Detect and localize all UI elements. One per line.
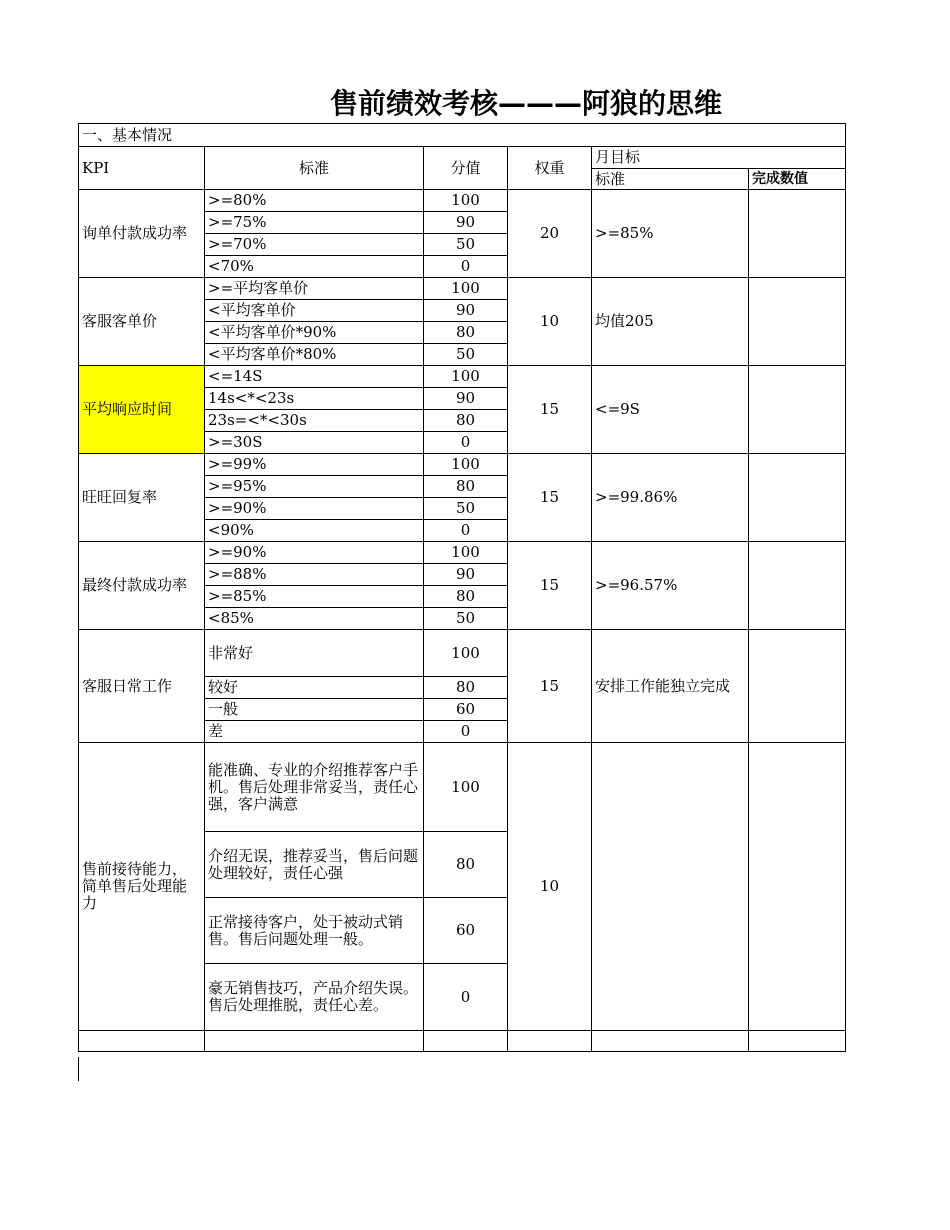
kpi-table: [78, 123, 846, 1052]
target-cell: >=96.57%: [592, 542, 749, 630]
standard-cell: <=14S: [205, 366, 424, 388]
score-cell: 90: [424, 388, 508, 410]
header-weight: 权重: [508, 147, 592, 190]
score-cell: 0: [424, 432, 508, 454]
weight-cell: 15: [508, 542, 592, 630]
standard-cell: >=70%: [205, 234, 424, 256]
kpi-name: 客服客单价: [79, 278, 205, 366]
weight-cell: 10: [508, 278, 592, 366]
standard-cell: >=75%: [205, 212, 424, 234]
standard-cell: >=90%: [205, 542, 424, 564]
score-cell: 90: [424, 300, 508, 322]
score-cell: 100: [424, 542, 508, 564]
score-cell: 50: [424, 608, 508, 630]
empty-cell: [79, 1031, 205, 1052]
score-cell: 80: [424, 476, 508, 498]
empty-cell: [592, 1031, 749, 1052]
standard-cell: >=90%: [205, 498, 424, 520]
score-cell: 100: [424, 454, 508, 476]
completion-cell: [749, 366, 846, 454]
standard-cell: <90%: [205, 520, 424, 542]
score-cell: 90: [424, 564, 508, 586]
empty-cell: [508, 1031, 592, 1052]
score-cell: 100: [424, 366, 508, 388]
header-monthly-target: 月目标: [592, 147, 749, 169]
weight-cell: 15: [508, 454, 592, 542]
empty-cell: [205, 1031, 424, 1052]
score-cell: 80: [424, 322, 508, 344]
standard-cell: 正常接待客户，处于被动式销售。售后问题处理一般。: [205, 898, 424, 964]
standard-cell: >=80%: [205, 190, 424, 212]
kpi-name: 平均响应时间: [79, 366, 205, 454]
standard-cell: 介绍无误，推荐妥当，售后问题处理较好，责任心强: [205, 832, 424, 898]
weight-cell: 20: [508, 190, 592, 278]
empty-cell: [749, 1031, 846, 1052]
score-cell: 100: [424, 278, 508, 300]
score-cell: 80: [424, 586, 508, 608]
kpi-name: 旺旺回复率: [79, 454, 205, 542]
target-cell: 安排工作能独立完成: [592, 630, 749, 743]
standard-cell: >=85%: [205, 586, 424, 608]
score-cell: 0: [424, 964, 508, 1031]
weight-cell: 15: [508, 366, 592, 454]
standard-cell: >=平均客单价: [205, 278, 424, 300]
score-cell: 0: [424, 520, 508, 542]
score-cell: 60: [424, 699, 508, 721]
empty-cell: [424, 1031, 508, 1052]
standard-cell: 较好: [205, 677, 424, 699]
completion-cell: [749, 278, 846, 366]
completion-cell: [749, 630, 846, 743]
score-cell: 60: [424, 898, 508, 964]
score-cell: 50: [424, 234, 508, 256]
header-standard: 标准: [205, 147, 424, 190]
standard-cell: 23s=<*<30s: [205, 410, 424, 432]
standard-cell: >=95%: [205, 476, 424, 498]
score-cell: 80: [424, 410, 508, 432]
score-cell: 0: [424, 721, 508, 743]
kpi-name: 询单付款成功率: [79, 190, 205, 278]
header-target-standard: 标准: [592, 169, 749, 190]
weight-cell: 15: [508, 630, 592, 743]
weight-cell: 10: [508, 743, 592, 1031]
standard-cell: <平均客单价*80%: [205, 344, 424, 366]
header-blank: [749, 147, 846, 169]
target-cell: [592, 743, 749, 1031]
target-cell: >=99.86%: [592, 454, 749, 542]
score-cell: 0: [424, 256, 508, 278]
score-cell: 90: [424, 212, 508, 234]
section-heading: 一、基本情况: [79, 124, 846, 147]
standard-cell: <平均客单价: [205, 300, 424, 322]
standard-cell: 豪无销售技巧，产品介绍失误。售后处理推脱，责任心差。: [205, 964, 424, 1031]
header-completion-value: 完成数值: [749, 169, 846, 190]
score-cell: 50: [424, 344, 508, 366]
completion-cell: [749, 454, 846, 542]
kpi-name: 最终付款成功率: [79, 542, 205, 630]
standard-cell: >=30S: [205, 432, 424, 454]
sheet-border-line: [78, 1057, 79, 1081]
completion-cell: [749, 743, 846, 1031]
standard-cell: 能准确、专业的介绍推荐客户手机。售后处理非常妥当，责任心强，客户满意: [205, 743, 424, 832]
standard-cell: >=88%: [205, 564, 424, 586]
score-cell: 100: [424, 743, 508, 832]
standard-cell: 差: [205, 721, 424, 743]
target-cell: >=85%: [592, 190, 749, 278]
score-cell: 80: [424, 677, 508, 699]
standard-cell: <85%: [205, 608, 424, 630]
standard-cell: <70%: [205, 256, 424, 278]
standard-cell: 一般: [205, 699, 424, 721]
header-score: 分值: [424, 147, 508, 190]
kpi-name: 售前接待能力，简单售后处理能力: [79, 743, 205, 1031]
kpi-name: 客服日常工作: [79, 630, 205, 743]
score-cell: 100: [424, 190, 508, 212]
score-cell: 100: [424, 630, 508, 677]
score-cell: 50: [424, 498, 508, 520]
target-cell: <=9S: [592, 366, 749, 454]
standard-cell: 非常好: [205, 630, 424, 677]
standard-cell: 14s<*<23s: [205, 388, 424, 410]
completion-cell: [749, 190, 846, 278]
completion-cell: [749, 542, 846, 630]
standard-cell: >=99%: [205, 454, 424, 476]
header-kpi: KPI: [79, 147, 205, 190]
score-cell: 80: [424, 832, 508, 898]
standard-cell: <平均客单价*90%: [205, 322, 424, 344]
target-cell: 均值205: [592, 278, 749, 366]
page-title: 售前绩效考核———阿狼的思维: [330, 87, 723, 120]
